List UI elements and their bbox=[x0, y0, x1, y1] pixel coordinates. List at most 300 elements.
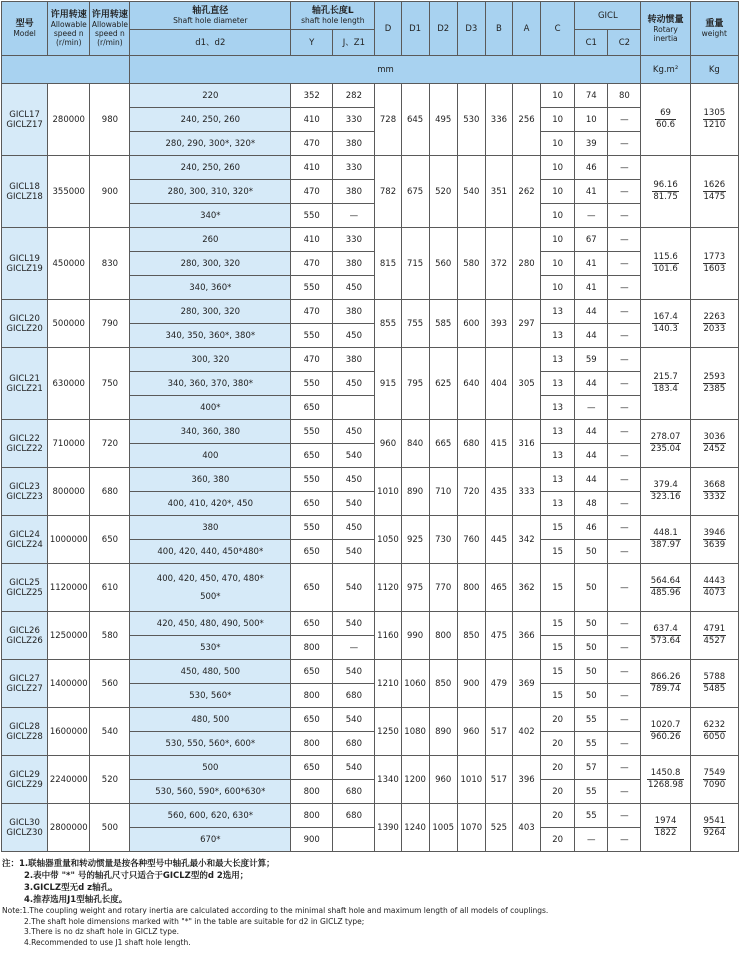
table-row bbox=[2, 708, 739, 732]
inertia-fraction bbox=[650, 672, 682, 695]
speed2-cell: 560 bbox=[90, 660, 130, 708]
weight-cell bbox=[690, 804, 738, 852]
model-cell bbox=[2, 348, 48, 420]
weight-gicl: 3036 bbox=[703, 432, 726, 442]
model-cell bbox=[2, 516, 48, 564]
shaft-diameter-cell bbox=[130, 492, 291, 516]
dim-d2-cell: 850 bbox=[429, 660, 457, 708]
inertia-fraction bbox=[652, 252, 678, 275]
c1-cell: 59 bbox=[575, 348, 608, 372]
table-row bbox=[2, 348, 739, 372]
c1-cell: 50 bbox=[575, 660, 608, 684]
weight-giclz: 9264 bbox=[703, 828, 726, 838]
speed-cell: 1400000 bbox=[48, 660, 90, 708]
weight-giclz: 4073 bbox=[703, 588, 726, 598]
inertia-cell bbox=[641, 708, 690, 756]
speed2-cell: 500 bbox=[90, 804, 130, 852]
length-y-cell: 800 bbox=[291, 780, 333, 804]
c2-cell: — bbox=[608, 420, 641, 444]
shaft-diameter-cell bbox=[130, 780, 291, 804]
dim-d1-cell: 1240 bbox=[401, 804, 429, 852]
shaft-diameter-value: 340, 350, 360*, 380* bbox=[165, 330, 256, 341]
model-code: GICL21 bbox=[9, 373, 40, 384]
speed2-cell: 540 bbox=[90, 708, 130, 756]
c-cell: 15 bbox=[541, 636, 575, 660]
inertia-gicl: 215.7 bbox=[653, 372, 678, 382]
model-header: 型号 Model bbox=[2, 2, 48, 56]
dim-d2-cell: 560 bbox=[429, 228, 457, 300]
dim-d2-cell: 800 bbox=[429, 612, 457, 660]
shaft-diameter-value: 530, 550, 560*, 600* bbox=[165, 738, 256, 749]
length-y-cell: 650 bbox=[291, 612, 333, 636]
c-cell: 13 bbox=[541, 300, 575, 324]
inertia-giclz: 183.4 bbox=[653, 384, 678, 394]
table-row bbox=[2, 300, 739, 324]
table-row bbox=[2, 516, 739, 540]
shaft-diameter-cell bbox=[130, 324, 291, 348]
c2-cell: — bbox=[608, 684, 641, 708]
dim-a-cell: 297 bbox=[512, 300, 540, 348]
model-code: GICL27 bbox=[9, 673, 40, 684]
weight-giclz: 5485 bbox=[703, 684, 726, 694]
speed-cell: 1250000 bbox=[48, 612, 90, 660]
inertia-gicl: 115.6 bbox=[653, 252, 678, 262]
model-code-z: GICLZ18 bbox=[6, 191, 43, 202]
model-code: GICL24 bbox=[9, 529, 40, 540]
c-cell: 10 bbox=[541, 228, 575, 252]
shaft-diameter-value: 400, 410, 420*, 450 bbox=[167, 498, 253, 509]
speed-cell: 800000 bbox=[48, 468, 90, 516]
speed-cell: 450000 bbox=[48, 228, 90, 300]
length-y-cell: 800 bbox=[291, 636, 333, 660]
inertia-cell bbox=[641, 468, 690, 516]
weight-cell bbox=[690, 420, 738, 468]
dim-d-cell: 1160 bbox=[375, 612, 401, 660]
dim-a-cell: 362 bbox=[512, 564, 540, 612]
c1-cell: 55 bbox=[575, 708, 608, 732]
model-cell bbox=[2, 156, 48, 228]
speed-cell: 500000 bbox=[48, 300, 90, 348]
col-b-header: B bbox=[485, 2, 512, 56]
inertia-fraction bbox=[650, 480, 682, 503]
weight-cell bbox=[690, 564, 738, 612]
speed2-cell: 720 bbox=[90, 420, 130, 468]
model-cell bbox=[2, 228, 48, 300]
c-cell: 15 bbox=[541, 564, 575, 612]
length-jz1-cell bbox=[333, 828, 375, 852]
dim-d1-cell: 975 bbox=[401, 564, 429, 612]
weight-fraction bbox=[703, 672, 727, 695]
c1-cell: 46 bbox=[575, 156, 608, 180]
dim-b-cell: 351 bbox=[485, 156, 512, 228]
shaft-diameter-value: 670* bbox=[200, 834, 221, 845]
dim-b-cell: 479 bbox=[485, 660, 512, 708]
weight-cell bbox=[690, 708, 738, 756]
inertia-cell bbox=[641, 156, 690, 228]
shaft-diameter-cell bbox=[130, 276, 291, 300]
c1-cell: 67 bbox=[575, 228, 608, 252]
dim-a-cell: 402 bbox=[512, 708, 540, 756]
model-code: GICL19 bbox=[9, 253, 40, 264]
shaft-diameter-cell bbox=[130, 228, 291, 252]
inertia-gicl: 1974 bbox=[654, 816, 677, 826]
dim-a-cell: 333 bbox=[512, 468, 540, 516]
inertia-giclz: 1822 bbox=[654, 828, 677, 838]
notes bbox=[2, 858, 738, 948]
inertia-fraction bbox=[650, 576, 682, 599]
c-cell: 20 bbox=[541, 804, 575, 828]
dim-d1-cell: 925 bbox=[401, 516, 429, 564]
length-y-cell: 470 bbox=[291, 180, 333, 204]
speed-cell: 280000 bbox=[48, 84, 90, 156]
dim-d1-cell: 675 bbox=[401, 156, 429, 228]
dim-d1-cell: 795 bbox=[401, 348, 429, 420]
speed2-cell: 980 bbox=[90, 84, 130, 156]
shaft-diameter-value: 400, 420, 450, 470, 480* bbox=[156, 573, 264, 584]
model-code-z: GICLZ26 bbox=[6, 635, 43, 646]
c2-cell: — bbox=[608, 156, 641, 180]
shaft-diameter-value: 340, 360, 370, 380* bbox=[167, 378, 253, 389]
dim-d-cell: 960 bbox=[375, 420, 401, 468]
c-cell: 10 bbox=[541, 252, 575, 276]
dim-a-cell: 396 bbox=[512, 756, 540, 804]
note-en-2: 2.The shaft hole dimensions marked with "*" in the table are suitable for d2 in GICLZ type; bbox=[24, 916, 365, 926]
shaft-diameter-cell bbox=[130, 756, 291, 780]
length-jz1-cell: 380 bbox=[333, 300, 375, 324]
dim-a-cell: 316 bbox=[512, 420, 540, 468]
table-row bbox=[2, 564, 739, 612]
c-cell: 10 bbox=[541, 84, 575, 108]
inertia-gicl: 637.4 bbox=[650, 624, 682, 636]
model-cell bbox=[2, 420, 48, 468]
shaft-diameter-value: 360, 380 bbox=[191, 474, 230, 485]
shaft-diameter-cell bbox=[130, 396, 291, 420]
c1-cell: 10 bbox=[575, 108, 608, 132]
c1-cell: 55 bbox=[575, 780, 608, 804]
dim-d2-cell: 1005 bbox=[429, 804, 457, 852]
shaft-diameter-value: 300, 320 bbox=[191, 354, 230, 365]
shaft-diameter-value: 340, 360, 380 bbox=[180, 426, 241, 437]
c2-cell: — bbox=[608, 516, 641, 540]
c1-cell: 44 bbox=[575, 420, 608, 444]
shaft-diameter-cell bbox=[130, 804, 291, 828]
dim-a-cell: 369 bbox=[512, 660, 540, 708]
weight-fraction bbox=[703, 372, 727, 395]
model-code: GICL18 bbox=[9, 181, 40, 192]
weight-cell bbox=[690, 156, 738, 228]
length-jz1-cell: — bbox=[333, 636, 375, 660]
table-row bbox=[2, 420, 739, 444]
dim-d-cell: 855 bbox=[375, 300, 401, 348]
speed-cell: 1600000 bbox=[48, 708, 90, 756]
shaft-diameter-value: 400* bbox=[200, 402, 221, 413]
inertia-fraction bbox=[652, 372, 678, 395]
c2-cell: — bbox=[608, 348, 641, 372]
col-y-header: Y bbox=[291, 30, 333, 56]
length-jz1-cell: 330 bbox=[333, 156, 375, 180]
inertia-giclz: 573.64 bbox=[650, 636, 681, 646]
dim-d-cell: 915 bbox=[375, 348, 401, 420]
inertia-fraction bbox=[650, 720, 682, 743]
length-y-cell: 800 bbox=[291, 804, 333, 828]
shaft-diameter-cell bbox=[130, 348, 291, 372]
shaft-diameter-cell bbox=[130, 252, 291, 276]
weight-cell bbox=[690, 468, 738, 516]
inertia-giclz: 81.75 bbox=[653, 192, 678, 202]
allowable-speed-2-header: 许用转速 Allowable speed n (r/min) bbox=[90, 2, 130, 56]
shaft-diameter-cell bbox=[130, 156, 291, 180]
length-jz1-cell: 380 bbox=[333, 132, 375, 156]
model-cell bbox=[2, 612, 48, 660]
shaft-diameter-cell bbox=[130, 132, 291, 156]
inertia-giclz: 323.16 bbox=[650, 492, 681, 502]
length-y-cell: 800 bbox=[291, 684, 333, 708]
shaft-diameter-value: 450, 480, 500 bbox=[180, 666, 241, 677]
speed2-cell: 650 bbox=[90, 516, 130, 564]
dim-d-cell: 728 bbox=[375, 84, 401, 156]
shaft-diameter-cell bbox=[130, 660, 291, 684]
inertia-fraction bbox=[652, 312, 678, 335]
shaft-diameter-cell bbox=[130, 180, 291, 204]
c1-cell: 41 bbox=[575, 276, 608, 300]
inertia-cell bbox=[641, 420, 690, 468]
shaft-diameter-cell bbox=[130, 204, 291, 228]
weight-fraction bbox=[703, 720, 727, 743]
dim-d-cell: 782 bbox=[375, 156, 401, 228]
dim-b-cell: 517 bbox=[485, 708, 512, 756]
c-cell: 13 bbox=[541, 468, 575, 492]
model-code-z: GICLZ30 bbox=[6, 827, 43, 838]
c-cell: 13 bbox=[541, 324, 575, 348]
c1-cell: 55 bbox=[575, 804, 608, 828]
table-row bbox=[2, 756, 739, 780]
dim-d3-cell: 1010 bbox=[457, 756, 485, 804]
c-cell: 13 bbox=[541, 444, 575, 468]
model-code: GICL25 bbox=[9, 577, 40, 588]
model-cell bbox=[2, 84, 48, 156]
length-jz1-cell: 330 bbox=[333, 108, 375, 132]
inertia-gicl: 564.64 bbox=[650, 576, 681, 586]
length-jz1-cell: 450 bbox=[333, 420, 375, 444]
inertia-giclz: 101.6 bbox=[653, 264, 678, 274]
speed2-cell: 680 bbox=[90, 468, 130, 516]
weight-gicl: 9541 bbox=[703, 816, 726, 826]
c-cell: 15 bbox=[541, 516, 575, 540]
length-jz1-cell: 450 bbox=[333, 324, 375, 348]
inertia-gicl: 448.1 bbox=[650, 528, 682, 540]
col-c-header: C bbox=[541, 2, 575, 56]
c2-cell: 80 bbox=[608, 84, 641, 108]
c1-cell: 55 bbox=[575, 732, 608, 756]
dim-d3-cell: 680 bbox=[457, 420, 485, 468]
c2-cell: — bbox=[608, 828, 641, 852]
c-cell: 13 bbox=[541, 420, 575, 444]
c2-cell: — bbox=[608, 540, 641, 564]
model-cell bbox=[2, 756, 48, 804]
c1-cell: — bbox=[575, 204, 608, 228]
c2-cell: — bbox=[608, 324, 641, 348]
model-code: GICL17 bbox=[9, 109, 40, 120]
shaft-diameter-cell bbox=[130, 372, 291, 396]
weight-fraction bbox=[703, 768, 727, 791]
length-y-cell: 410 bbox=[291, 108, 333, 132]
units-blank-cell bbox=[2, 56, 130, 84]
dim-d2-cell: 890 bbox=[429, 708, 457, 756]
weight-cell bbox=[690, 612, 738, 660]
note-en-3: 3.There is no dz shaft hole in GICLZ type. bbox=[24, 927, 180, 936]
col-d1-header: D1 bbox=[401, 2, 429, 56]
c1-cell: 57 bbox=[575, 756, 608, 780]
col-c1-header: C1 bbox=[575, 30, 608, 56]
length-jz1-cell: — bbox=[333, 204, 375, 228]
speed2-cell: 580 bbox=[90, 612, 130, 660]
weight-fraction bbox=[703, 432, 727, 455]
c2-cell: — bbox=[608, 228, 641, 252]
weight-fraction bbox=[703, 624, 727, 647]
speed2-cell: 830 bbox=[90, 228, 130, 300]
shaft-diameter-value: 280, 290, 300*, 320* bbox=[165, 138, 256, 149]
weight-gicl: 5788 bbox=[703, 672, 726, 682]
coupling-spec-table bbox=[1, 1, 739, 852]
shaft-diameter-value: 340, 360* bbox=[189, 282, 232, 293]
length-jz1-cell: 282 bbox=[333, 84, 375, 108]
dim-d1-cell: 990 bbox=[401, 612, 429, 660]
length-jz1-cell: 540 bbox=[333, 564, 375, 612]
dim-a-cell: 280 bbox=[512, 228, 540, 300]
length-y-cell: 410 bbox=[291, 228, 333, 252]
inertia-fraction bbox=[650, 624, 682, 647]
dim-d1-cell: 1080 bbox=[401, 708, 429, 756]
inertia-cell bbox=[641, 516, 690, 564]
model-cell bbox=[2, 708, 48, 756]
model-code-z: GICLZ29 bbox=[6, 779, 43, 790]
c1-cell: 50 bbox=[575, 684, 608, 708]
length-jz1-cell: 680 bbox=[333, 804, 375, 828]
dim-d3-cell: 850 bbox=[457, 612, 485, 660]
length-jz1-cell: 450 bbox=[333, 468, 375, 492]
weight-cell bbox=[690, 300, 738, 348]
speed-cell: 2240000 bbox=[48, 756, 90, 804]
weight-giclz: 1210 bbox=[703, 120, 726, 130]
dim-d1-cell: 1060 bbox=[401, 660, 429, 708]
col-d2-header: D2 bbox=[429, 2, 457, 56]
length-y-cell: 650 bbox=[291, 444, 333, 468]
col-d-header: D bbox=[375, 2, 401, 56]
c2-cell: — bbox=[608, 108, 641, 132]
col-c2-header: C2 bbox=[608, 30, 641, 56]
weight-giclz: 7090 bbox=[703, 780, 726, 790]
weight-fraction bbox=[703, 180, 727, 203]
inertia-gicl: 167.4 bbox=[653, 312, 678, 322]
weight-gicl: 4791 bbox=[703, 624, 726, 634]
c2-cell: — bbox=[608, 300, 641, 324]
c-cell: 10 bbox=[541, 156, 575, 180]
c1-cell: 50 bbox=[575, 540, 608, 564]
model-code: GICL20 bbox=[9, 313, 40, 324]
inertia-giclz: 1268.98 bbox=[647, 780, 684, 790]
length-jz1-cell: 380 bbox=[333, 180, 375, 204]
c-cell: 13 bbox=[541, 396, 575, 420]
speed-cell: 710000 bbox=[48, 420, 90, 468]
length-jz1-cell: 540 bbox=[333, 660, 375, 684]
model-code-z: GICLZ19 bbox=[6, 263, 43, 274]
inertia-giclz: 140.3 bbox=[653, 324, 678, 334]
weight-cell bbox=[690, 660, 738, 708]
shaft-diameter-value: 480, 500 bbox=[191, 714, 230, 725]
allowable-speed-header: 许用转速 Allowable speed n (r/min) bbox=[48, 2, 90, 56]
inertia-giclz: 485.96 bbox=[650, 588, 681, 598]
speed-cell: 1120000 bbox=[48, 564, 90, 612]
model-code-z: GICLZ28 bbox=[6, 731, 43, 742]
c-cell: 10 bbox=[541, 276, 575, 300]
length-jz1-cell: 540 bbox=[333, 612, 375, 636]
dim-d3-cell: 800 bbox=[457, 564, 485, 612]
model-cell bbox=[2, 564, 48, 612]
dim-d-cell: 1010 bbox=[375, 468, 401, 516]
c2-cell: — bbox=[608, 444, 641, 468]
shaft-diameter-cell bbox=[130, 108, 291, 132]
col-a-header: A bbox=[512, 2, 540, 56]
c1-cell: 41 bbox=[575, 180, 608, 204]
dim-b-cell: 445 bbox=[485, 516, 512, 564]
table-row bbox=[2, 660, 739, 684]
c1-cell: 44 bbox=[575, 300, 608, 324]
shaft-diameter-cell bbox=[130, 516, 291, 540]
weight-cell bbox=[690, 348, 738, 420]
weight-gicl: 1773 bbox=[703, 252, 726, 262]
length-jz1-cell: 540 bbox=[333, 492, 375, 516]
model-code-z: GICLZ21 bbox=[6, 383, 43, 394]
inertia-cell bbox=[641, 564, 690, 612]
c1-cell: 44 bbox=[575, 324, 608, 348]
length-y-cell: 650 bbox=[291, 492, 333, 516]
dim-b-cell: 372 bbox=[485, 228, 512, 300]
weight-giclz: 4527 bbox=[703, 636, 726, 646]
inertia-giclz: 960.26 bbox=[650, 732, 681, 742]
model-code: GICL26 bbox=[9, 625, 40, 636]
c1-cell: 50 bbox=[575, 564, 608, 612]
dim-d2-cell: 960 bbox=[429, 756, 457, 804]
weight-cell bbox=[690, 516, 738, 564]
c-cell: 13 bbox=[541, 348, 575, 372]
weight-gicl: 3946 bbox=[703, 528, 726, 538]
length-jz1-cell: 680 bbox=[333, 732, 375, 756]
length-y-cell: 410 bbox=[291, 156, 333, 180]
dim-a-cell: 342 bbox=[512, 516, 540, 564]
c2-cell: — bbox=[608, 252, 641, 276]
length-y-cell: 550 bbox=[291, 372, 333, 396]
inertia-fraction bbox=[647, 768, 684, 791]
length-jz1-cell: 380 bbox=[333, 252, 375, 276]
dim-d2-cell: 665 bbox=[429, 420, 457, 468]
weight-gicl: 3668 bbox=[703, 480, 726, 490]
table-row bbox=[2, 84, 739, 108]
inertia-cell bbox=[641, 612, 690, 660]
dim-a-cell: 256 bbox=[512, 84, 540, 156]
dim-d1-cell: 840 bbox=[401, 420, 429, 468]
dim-b-cell: 336 bbox=[485, 84, 512, 156]
length-y-cell: 550 bbox=[291, 276, 333, 300]
inertia-cell bbox=[641, 228, 690, 300]
shaft-diameter-value: 400 bbox=[202, 450, 219, 461]
length-y-cell: 650 bbox=[291, 564, 333, 612]
inertia-gicl: 278.07 bbox=[650, 432, 681, 442]
note-cn-1: 注：1.联轴器重量和转动惯量是按各种型号中轴孔最小和最大长度计算； bbox=[2, 859, 275, 869]
c-cell: 15 bbox=[541, 660, 575, 684]
dim-a-cell: 305 bbox=[512, 348, 540, 420]
c1-cell: 48 bbox=[575, 492, 608, 516]
c1-cell: 50 bbox=[575, 612, 608, 636]
